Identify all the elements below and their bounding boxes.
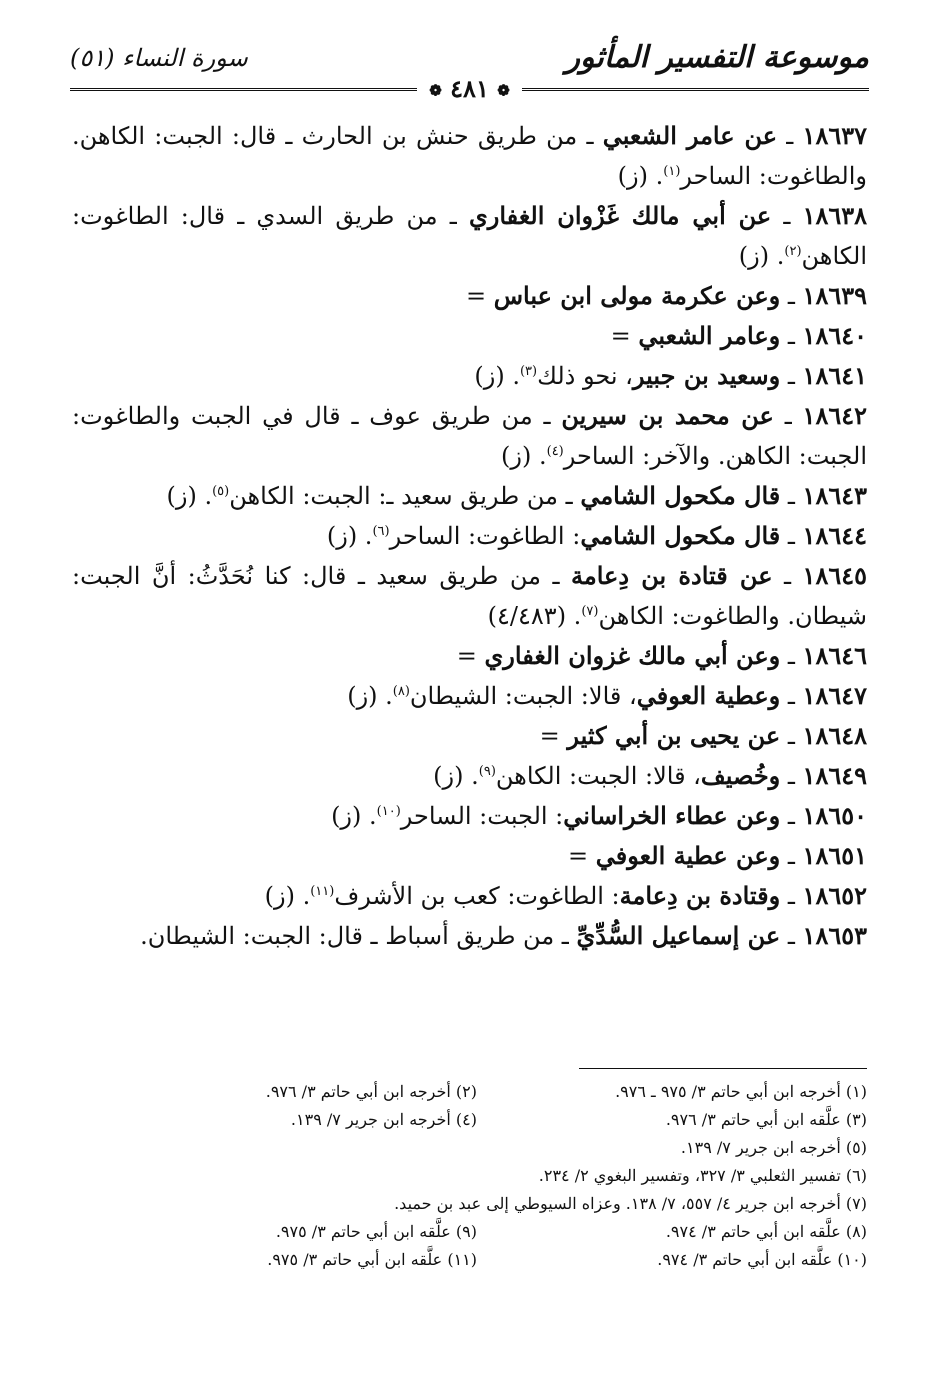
- footnote-ref: (٤): [546, 444, 564, 459]
- entry-paragraph: [72, 516, 867, 556]
- ornament-icon: ❁: [497, 81, 510, 100]
- page-number-group: [417, 74, 522, 103]
- entry-tail: . (ز): [166, 482, 213, 510]
- entry-dash: ـ: [780, 362, 803, 390]
- entry-source: عن عامر الشعبي: [602, 121, 778, 150]
- footnote: (٣) علَّقه ابن أبي حاتم ٣/ ٩٧٦.: [665, 1110, 867, 1129]
- footnote: (٧) أخرجه ابن جرير ٤/ ٥٥٧، ٧/ ١٣٨. وعزاه السيوطي إلى عبد بن حميد.: [394, 1194, 867, 1213]
- entry-dash: ـ: [777, 122, 803, 150]
- entry-text: : الطاغوت: كعب بن الأشرف: [334, 882, 620, 910]
- entry-text: =: [539, 722, 568, 750]
- entry-paragraph: [72, 716, 867, 756]
- entry-source: وعن عطية العوفي: [595, 841, 781, 870]
- entry-text: =: [568, 842, 596, 870]
- entry-number: ١٨٦٤٨: [802, 721, 867, 750]
- entry-text: ـ من طريق عوف ـ قال في الجبت والطاغوت: الجبت: الكاهن. والآخر: الساحر: [72, 402, 867, 470]
- entry-dash: ـ: [773, 402, 803, 430]
- entry-dash: ـ: [772, 562, 803, 590]
- footnote: (٢) أخرجه ابن أبي حاتم ٣/ ٩٧٦.: [265, 1082, 477, 1101]
- entry-number: ١٨٦٥٢: [802, 881, 867, 910]
- main-text: [72, 116, 867, 956]
- entry-dash: ـ: [780, 842, 803, 870]
- surah-label: سورة النساء (٥١): [70, 44, 248, 72]
- footnote-row: [72, 1246, 867, 1274]
- entry-source: وعامر الشعبي: [638, 321, 781, 350]
- footnote-row: [72, 1134, 867, 1162]
- footnote-ref: (٨): [392, 684, 410, 699]
- entry-paragraph: [72, 916, 867, 956]
- entry-source: وعن عطاء الخراساني: [563, 801, 781, 830]
- entry-source: عن أبي مالك غَزْوان الغفاري: [468, 201, 772, 230]
- entry-text: =: [456, 642, 485, 670]
- entry-source: قال مكحول الشامي: [580, 481, 781, 510]
- entry-number: ١٨٦٤٩: [802, 761, 867, 790]
- footnote: (١٠) علَّقه ابن أبي حاتم ٣/ ٩٧٤.: [657, 1250, 867, 1269]
- entry-text: ـ من طريق أسباط ـ قال: الجبت: الشيطان.: [140, 922, 577, 950]
- entry-tail: . (٤/٤٨٣): [487, 602, 582, 630]
- footnote-ref: (٢): [784, 244, 802, 259]
- entry-dash: ـ: [771, 202, 803, 230]
- page-number: ٤٨١: [450, 74, 489, 103]
- entry-number: ١٨٦٥٠: [802, 801, 867, 830]
- footnote-ref: (٥): [212, 484, 230, 499]
- entry-paragraph: [72, 396, 867, 476]
- footnote: (٦) تفسير الثعلبي ٣/ ٣٢٧، وتفسير البغوي ٢/ ٢٣٤.: [538, 1166, 867, 1185]
- footnote: (٥) أخرجه ابن جرير ٧/ ١٣٩.: [680, 1138, 867, 1157]
- entry-number: ١٨٦٤٦: [802, 641, 867, 670]
- entry-source: وسعيد بن جبير: [632, 361, 781, 390]
- entry-source: وعن عكرمة مولى ابن عباس: [493, 281, 781, 310]
- entry-text: ـ من طريق السدي ـ قال: الطاغوت: الكاهن: [72, 202, 867, 270]
- entry-tail: . (ز): [738, 242, 785, 270]
- footnote: (١) أخرجه ابن أبي حاتم ٣/ ٩٧٥ ـ ٩٧٦.: [615, 1082, 867, 1101]
- entry-tail: . (ز): [474, 362, 520, 390]
- footnote: (٨) علَّقه ابن أبي حاتم ٣/ ٩٧٤.: [665, 1222, 867, 1241]
- footnote-ref: (٩): [478, 764, 496, 779]
- footnote: (٩) علَّقه ابن أبي حاتم ٣/ ٩٧٥.: [275, 1222, 477, 1241]
- entry-dash: ـ: [780, 882, 803, 910]
- entry-number: ١٨٦٤٥: [802, 561, 867, 590]
- footnote: (١١) علَّقه ابن أبي حاتم ٣/ ٩٧٥.: [267, 1250, 477, 1269]
- footnote-row: [72, 1162, 867, 1190]
- entry-source: عن يحيى بن أبي كثير: [567, 721, 781, 750]
- entry-source: قال مكحول الشامي: [580, 521, 781, 550]
- footnote: (٤) أخرجه ابن جرير ٧/ ١٣٩.: [290, 1110, 477, 1129]
- entry-dash: ـ: [780, 642, 803, 670]
- entry-number: ١٨٦٤٠: [802, 321, 867, 350]
- entry-dash: ـ: [780, 722, 803, 750]
- footnote-ref: (١): [663, 164, 681, 179]
- footnote-row: [72, 1078, 867, 1106]
- entry-paragraph: [72, 836, 867, 876]
- entry-source: وعن أبي مالك غزوان الغفاري: [484, 641, 781, 670]
- entry-tail: . (ز): [617, 162, 664, 190]
- entry-paragraph: [72, 796, 867, 836]
- entry-number: ١٨٦٣٨: [802, 201, 868, 230]
- entry-number: ١٨٦٥٣: [802, 921, 867, 950]
- footnote-rule: [579, 1068, 867, 1069]
- entry-paragraph: [72, 876, 867, 916]
- entry-number: ١٨٦٣٧: [802, 121, 867, 150]
- entry-source: وعطية العوفي: [636, 681, 781, 710]
- entry-paragraph: [72, 276, 867, 316]
- entry-source: عن إسماعيل السُّدِّيِّ: [576, 921, 781, 950]
- entry-number: ١٨٦٥١: [802, 841, 867, 870]
- entry-text: =: [610, 322, 639, 350]
- entry-text: =: [466, 282, 494, 310]
- entry-dash: ـ: [780, 802, 803, 830]
- footnote-ref: (١١): [310, 884, 335, 899]
- footnote-row: [72, 1218, 867, 1246]
- entry-paragraph: [72, 556, 867, 636]
- entry-paragraph: [72, 636, 867, 676]
- entry-source: عن قتادة بن دِعامة: [571, 561, 773, 590]
- entry-text: : الطاغوت: الساحر: [389, 522, 581, 550]
- entry-text: ـ من طريق حنش بن الحارث ـ قال: الجبت: الكاهن. والطاغوت: الساحر: [72, 122, 867, 190]
- entry-number: ١٨٦٤١: [802, 361, 867, 390]
- footnote-ref: (٣): [519, 364, 538, 379]
- footnote-ref: (١٠): [376, 804, 401, 819]
- entry-source: وقتادة بن دِعامة: [619, 881, 781, 910]
- footnote-row: [72, 1190, 867, 1218]
- entry-number: ١٨٦٤٢: [802, 401, 867, 430]
- entry-text: ، قالا: الجبت: الكاهن: [495, 762, 701, 790]
- entry-tail: . (ز): [326, 522, 373, 550]
- entry-source: وخُصيف: [700, 761, 781, 790]
- entry-paragraph: [72, 756, 867, 796]
- entry-text: ـ من طريق سعيد ـ قال: كنا نُحَدَّثُ: أنَّ الجبت: شيطان. والطاغوت: الكاهن: [72, 562, 867, 630]
- entry-number: ١٨٦٤٧: [802, 681, 867, 710]
- entry-paragraph: [72, 356, 867, 396]
- entry-text: ، قالا: الجبت: الشيطان: [409, 682, 637, 710]
- entry-dash: ـ: [780, 282, 803, 310]
- entry-dash: ـ: [780, 482, 803, 510]
- entry-number: ١٨٦٤٤: [802, 521, 867, 550]
- entry-text: ـ من طريق سعيد ـ: الجبت: الكاهن: [229, 482, 581, 510]
- footnote-row: [72, 1106, 867, 1134]
- entry-tail: . (ز): [264, 882, 311, 910]
- entry-text: ، نحو ذلك: [537, 362, 633, 390]
- entry-paragraph: [72, 196, 867, 276]
- entry-dash: ـ: [780, 322, 803, 350]
- entry-tail: . (ز): [347, 682, 393, 710]
- entry-dash: ـ: [780, 522, 803, 550]
- entry-dash: ـ: [780, 682, 803, 710]
- entry-source: عن محمد بن سيرين: [561, 401, 774, 430]
- page-number-box: [0, 74, 939, 103]
- entry-tail: . (ز): [331, 802, 377, 830]
- entry-paragraph: [72, 116, 867, 196]
- footnote-ref: (٦): [372, 524, 390, 539]
- entry-dash: ـ: [780, 922, 803, 950]
- footnote-ref: (٧): [581, 604, 599, 619]
- entry-text: : الجبت: الساحر: [400, 802, 564, 830]
- entry-tail: . (ز): [433, 762, 479, 790]
- entry-number: ١٨٦٤٣: [802, 481, 867, 510]
- entry-dash: ـ: [780, 762, 803, 790]
- footnotes: [72, 1078, 867, 1274]
- entry-tail: . (ز): [501, 442, 547, 470]
- ornament-icon: ❁: [429, 81, 442, 100]
- book-title: موسوعة التفسير المأثور: [565, 40, 869, 75]
- entry-paragraph: [72, 316, 867, 356]
- entry-number: ١٨٦٣٩: [802, 281, 867, 310]
- entry-paragraph: [72, 476, 867, 516]
- entry-paragraph: [72, 676, 867, 716]
